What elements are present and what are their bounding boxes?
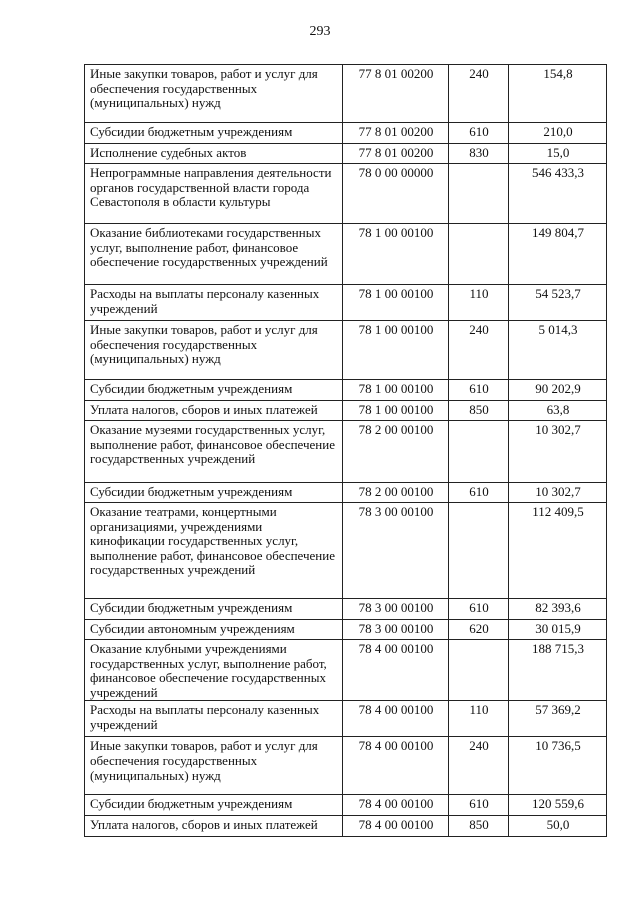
- row-name: Расходы на выплаты персоналу казенных учреждений: [85, 701, 343, 737]
- budget-table: [84, 64, 607, 837]
- row-code: 78 3 00 00100: [343, 503, 449, 599]
- row-name: Субсидии бюджетным учреждениям: [85, 599, 343, 620]
- table-row: [85, 421, 607, 483]
- row-sum: 10 736,5: [509, 737, 607, 795]
- row-code: 78 2 00 00100: [343, 421, 449, 483]
- row-code: 78 1 00 00100: [343, 321, 449, 380]
- row-sum: 210,0: [509, 123, 607, 144]
- table-row: [85, 224, 607, 285]
- table-row: [85, 620, 607, 640]
- row-code: 78 3 00 00100: [343, 599, 449, 620]
- row-name: Субсидии бюджетным учреждениям: [85, 123, 343, 144]
- row-name: Оказание музеями государственных услуг, выполнение работ, финансовое обеспечение государственных учреждений: [85, 421, 343, 483]
- row-type: [449, 224, 509, 285]
- row-type: [449, 640, 509, 701]
- row-sum: 10 302,7: [509, 421, 607, 483]
- row-type: 850: [449, 816, 509, 837]
- row-sum: 149 804,7: [509, 224, 607, 285]
- row-name: Субсидии бюджетным учреждениям: [85, 795, 343, 816]
- table-row: [85, 795, 607, 816]
- row-type: 610: [449, 599, 509, 620]
- row-sum: 90 202,9: [509, 380, 607, 401]
- row-code: 78 4 00 00100: [343, 640, 449, 701]
- row-code: 78 0 00 00000: [343, 164, 449, 224]
- row-code: 78 1 00 00100: [343, 285, 449, 321]
- row-type: 610: [449, 483, 509, 503]
- row-type: [449, 164, 509, 224]
- row-code: 78 1 00 00100: [343, 401, 449, 421]
- row-name: Исполнение судебных актов: [85, 144, 343, 164]
- row-sum: 10 302,7: [509, 483, 607, 503]
- row-sum: 54 523,7: [509, 285, 607, 321]
- row-code: 78 4 00 00100: [343, 701, 449, 737]
- row-code: 77 8 01 00200: [343, 65, 449, 123]
- row-name: Уплата налогов, сборов и иных платежей: [85, 816, 343, 837]
- row-code: 78 4 00 00100: [343, 816, 449, 837]
- row-type: 240: [449, 737, 509, 795]
- row-type: 850: [449, 401, 509, 421]
- row-type: 610: [449, 795, 509, 816]
- row-sum: 30 015,9: [509, 620, 607, 640]
- table-row: [85, 285, 607, 321]
- row-code: 77 8 01 00200: [343, 123, 449, 144]
- row-sum: 15,0: [509, 144, 607, 164]
- table-row: [85, 401, 607, 421]
- row-code: 78 4 00 00100: [343, 795, 449, 816]
- table-row: [85, 144, 607, 164]
- row-name: Субсидии автономным учреждениям: [85, 620, 343, 640]
- row-code: 78 1 00 00100: [343, 224, 449, 285]
- row-type: 610: [449, 123, 509, 144]
- row-name: Иные закупки товаров, работ и услуг для обеспечения государственных (муниципальных) нужд: [85, 737, 343, 795]
- row-name: Оказание библиотеками государственных услуг, выполнение работ, финансовое обеспечение государственных учреждений: [85, 224, 343, 285]
- table-row: [85, 599, 607, 620]
- row-sum: 63,8: [509, 401, 607, 421]
- row-type: [449, 421, 509, 483]
- row-type: 240: [449, 65, 509, 123]
- row-name: Иные закупки товаров, работ и услуг для обеспечения государственных (муниципальных) нужд: [85, 65, 343, 123]
- row-sum: 82 393,6: [509, 599, 607, 620]
- row-name: Оказание клубными учреждениями государственных услуг, выполнение работ, финансовое обеспечение государственных учреждений: [85, 640, 343, 701]
- row-sum: 57 369,2: [509, 701, 607, 737]
- row-name: Субсидии бюджетным учреждениям: [85, 380, 343, 401]
- row-type: [449, 503, 509, 599]
- table-row: [85, 321, 607, 380]
- row-sum: 112 409,5: [509, 503, 607, 599]
- row-sum: 188 715,3: [509, 640, 607, 701]
- table-row: [85, 737, 607, 795]
- row-code: 77 8 01 00200: [343, 144, 449, 164]
- row-code: 78 1 00 00100: [343, 380, 449, 401]
- row-sum: 154,8: [509, 65, 607, 123]
- row-sum: 546 433,3: [509, 164, 607, 224]
- row-code: 78 3 00 00100: [343, 620, 449, 640]
- row-type: 110: [449, 701, 509, 737]
- row-name: Субсидии бюджетным учреждениям: [85, 483, 343, 503]
- row-sum: 50,0: [509, 816, 607, 837]
- row-name: Уплата налогов, сборов и иных платежей: [85, 401, 343, 421]
- row-name: Непрограммные направления деятельности органов государственной власти города Севастополя в области культуры: [85, 164, 343, 224]
- table-row: [85, 816, 607, 837]
- row-sum: 120 559,6: [509, 795, 607, 816]
- budget-table-body: [85, 65, 607, 837]
- row-code: 78 4 00 00100: [343, 737, 449, 795]
- page-number: 293: [309, 24, 331, 39]
- table-row: [85, 701, 607, 737]
- row-name: Иные закупки товаров, работ и услуг для обеспечения государственных (муниципальных) нужд: [85, 321, 343, 380]
- table-row: [85, 640, 607, 701]
- row-name: Расходы на выплаты персоналу казенных учреждений: [85, 285, 343, 321]
- table-row: [85, 65, 607, 123]
- row-code: 78 2 00 00100: [343, 483, 449, 503]
- table-row: [85, 503, 607, 599]
- row-type: 110: [449, 285, 509, 321]
- row-type: 610: [449, 380, 509, 401]
- row-type: 830: [449, 144, 509, 164]
- table-row: [85, 483, 607, 503]
- row-type: 240: [449, 321, 509, 380]
- row-type: 620: [449, 620, 509, 640]
- table-row: [85, 164, 607, 224]
- row-sum: 5 014,3: [509, 321, 607, 380]
- table-row: [85, 123, 607, 144]
- row-name: Оказание театрами, концертными организациями, учреждениями кинофикации государственных услуг, выполнение работ, финансовое обеспечение государственных учреждений: [85, 503, 343, 599]
- table-row: [85, 380, 607, 401]
